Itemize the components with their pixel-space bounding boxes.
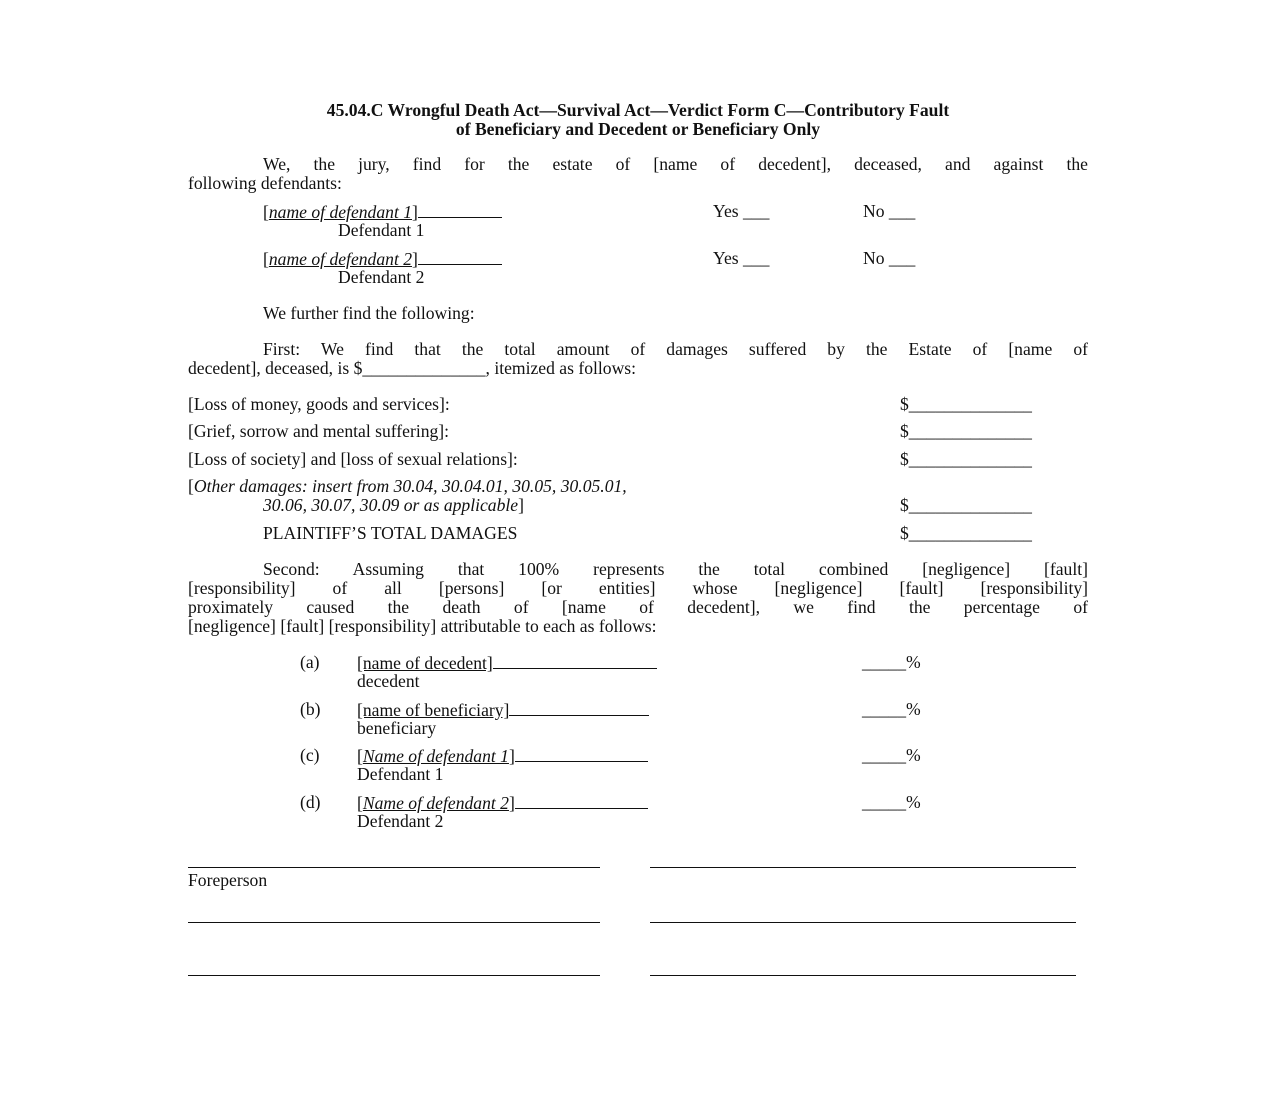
foreperson-signature-line[interactable] xyxy=(188,867,600,868)
defendant-2-yes[interactable]: Yes ___ xyxy=(713,248,770,268)
fault-item-percent[interactable]: _____% xyxy=(862,745,921,765)
damage-label-society: [Loss of society] and [loss of sexual relations]: xyxy=(188,449,518,469)
intro-line-2: following defendants: xyxy=(188,173,342,193)
foreperson-label: Foreperson xyxy=(188,870,268,890)
defendant-1-no[interactable]: No ___ xyxy=(863,201,916,221)
total-damages-label: PLAINTIFF’S TOTAL DAMAGES xyxy=(263,523,518,543)
fault-item-name-field[interactable]: [Name of defendant 2] xyxy=(357,793,648,813)
further-find-text: We further find the following: xyxy=(263,303,475,323)
second-line-4: [negligence] [fault] [responsibility] attributable to each as follows: xyxy=(188,616,657,636)
defendant-1-label: Defendant 1 xyxy=(338,220,425,240)
fault-item-label: Defendant 2 xyxy=(357,811,444,831)
first-line-1: First: We find that the total amount of damages suffered by the Estate of [name of xyxy=(263,339,1088,359)
defendant-2-name-field[interactable]: [name of defendant 2] xyxy=(263,249,502,269)
fault-item-letter: (d) xyxy=(300,792,321,812)
fault-item-percent[interactable]: _____% xyxy=(862,652,921,672)
damage-label-other-line-2: 30.06, 30.07, 30.09 or as applicable] xyxy=(263,495,524,515)
form-title-line-2: of Beneficiary and Decedent or Beneficiary Only xyxy=(455,119,821,139)
defendant-1-name-field[interactable]: [name of defendant 1] xyxy=(263,202,502,222)
fault-item-label: decedent xyxy=(357,671,420,691)
fault-item-letter: (c) xyxy=(300,745,320,765)
fault-item-percent[interactable]: _____% xyxy=(862,699,921,719)
fault-item-name-field[interactable]: [name of beneficiary] xyxy=(357,700,649,720)
juror-signature-line[interactable] xyxy=(650,975,1076,976)
juror-signature-line[interactable] xyxy=(188,922,600,923)
damage-amount-money[interactable]: $______________ xyxy=(900,394,1032,414)
second-line-3: proximately caused the death of [name of decedent], we find the percentage of xyxy=(188,597,1088,617)
fault-item-name-field[interactable]: [Name of defendant 1] xyxy=(357,746,648,766)
form-title-line-1: 45.04.C Wrongful Death Act—Survival Act—Verdict Form C—Contributory Fault xyxy=(326,100,950,120)
juror-signature-line[interactable] xyxy=(188,975,600,976)
defendant-1-yes[interactable]: Yes ___ xyxy=(713,201,770,221)
juror-signature-line[interactable] xyxy=(650,867,1076,868)
fault-item-name-field[interactable]: [name of decedent] xyxy=(357,653,657,673)
defendant-2-label: Defendant 2 xyxy=(338,267,425,287)
damage-label-money: [Loss of money, goods and services]: xyxy=(188,394,450,414)
second-line-1: Second: Assuming that 100% represents the total combined [negligence] [fault] xyxy=(263,559,1088,579)
first-line-2: decedent], deceased, is $______________, itemized as follows: xyxy=(188,358,637,378)
damage-amount-grief[interactable]: $______________ xyxy=(900,421,1032,441)
intro-line-1: We, the jury, find for the estate of [name of decedent], deceased, and against the xyxy=(263,154,1088,174)
damage-amount-other[interactable]: $______________ xyxy=(900,495,1032,515)
second-line-2: [responsibility] of all [persons] [or entities] whose [negligence] [fault] [responsibility] xyxy=(188,578,1088,598)
damage-amount-society[interactable]: $______________ xyxy=(900,449,1032,469)
fault-item-percent[interactable]: _____% xyxy=(862,792,921,812)
total-damages-amount[interactable]: $______________ xyxy=(900,523,1032,543)
damage-label-other-line-1: [Other damages: insert from 30.04, 30.04.01, 30.05, 30.05.01, xyxy=(188,476,627,496)
defendant-2-no[interactable]: No ___ xyxy=(863,248,916,268)
juror-signature-line[interactable] xyxy=(650,922,1076,923)
damage-label-grief: [Grief, sorrow and mental suffering]: xyxy=(188,421,450,441)
fault-item-label: beneficiary xyxy=(357,718,437,738)
fault-item-letter: (b) xyxy=(300,699,321,719)
fault-item-label: Defendant 1 xyxy=(357,764,444,784)
fault-item-letter: (a) xyxy=(300,652,320,672)
